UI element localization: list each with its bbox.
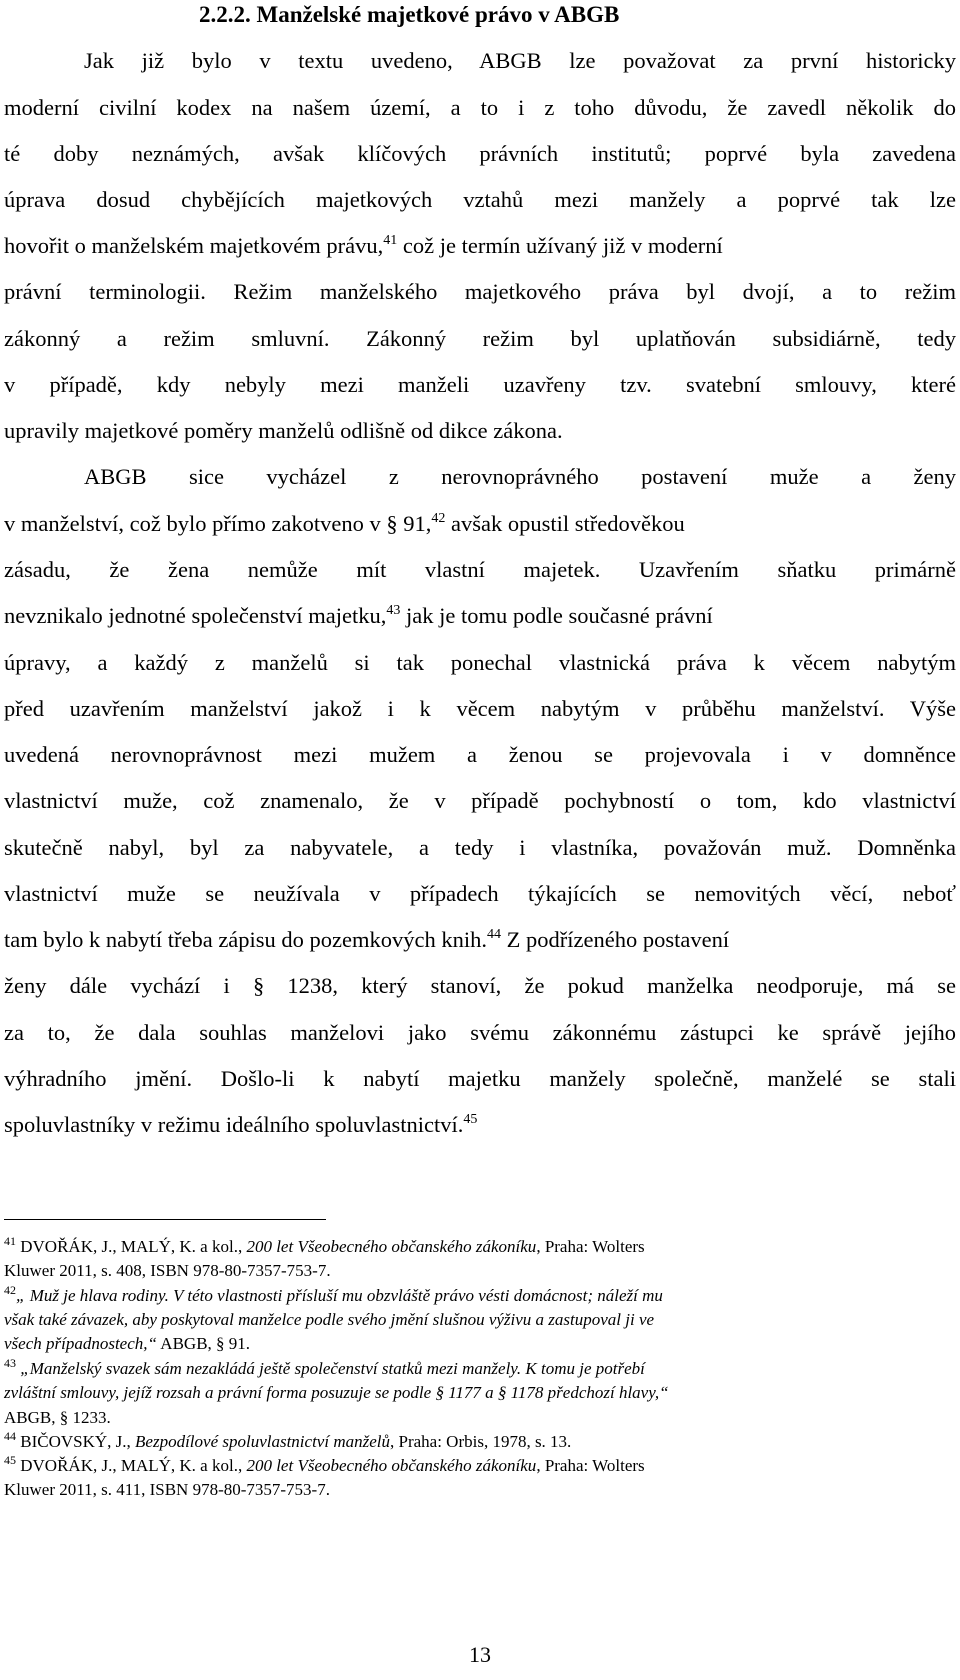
footnote-ref-43[interactable]: 43 bbox=[386, 603, 401, 618]
footnote-number: 41 bbox=[4, 1234, 16, 1248]
text: spoluvlastníky v režimu ideálního spoluvlastnictví. bbox=[4, 1112, 464, 1137]
paragraph-line: v případě, kdy nebyly mezi manželi uzavřeny tzv. svatební smlouvy, které bbox=[4, 372, 956, 397]
text: nevznikalo jednotné společenství majetku, bbox=[4, 603, 387, 628]
text: DVOŘÁK, J., MALÝ, K. a kol., bbox=[16, 1237, 247, 1256]
text: v manželství, což bylo přímo zakotveno v § 91, bbox=[4, 511, 432, 536]
footnote-41-line: Kluwer 2011, s. 408, ISBN 978-80-7357-753-7. bbox=[4, 1261, 331, 1280]
text: hovořit o manželském majetkovém právu, bbox=[4, 233, 384, 258]
paragraph-line: vlastnictví muže se neužívala v případech týkajících se nemovitých věcí, neboť bbox=[4, 881, 956, 906]
text: 200 let Všeobecného občanského zákoníku bbox=[246, 1237, 537, 1256]
footnote-42-line bbox=[4, 1334, 956, 1354]
text: zvláštní smlouvy, jejíž rozsah a právní forma posuzuje se podle § 1177 a § 1178 předchozí hlavy,“ bbox=[4, 1383, 669, 1402]
footnote-ref-44[interactable]: 44 bbox=[487, 927, 502, 942]
footnote-43-line: ABGB, § 1233. bbox=[4, 1408, 111, 1427]
footnote-number: 43 bbox=[4, 1356, 16, 1370]
text: , Praha: Wolters bbox=[536, 1456, 645, 1475]
text: avšak opustil středověkou bbox=[445, 511, 685, 536]
paragraph-line: Jak již bylo v textu uvedeno, ABGB lze považovat za první historicky bbox=[84, 48, 956, 73]
text: jak je tomu podle současné právní bbox=[400, 603, 713, 628]
footnote-45 bbox=[4, 1453, 956, 1476]
footnote-ref-45[interactable]: 45 bbox=[463, 1112, 478, 1127]
paragraph-line: výhradního jmění. Došlo-li k nabytí majetku manžely společně, manželé se stali bbox=[4, 1066, 956, 1091]
paragraph-line bbox=[4, 1112, 956, 1138]
footnote-separator bbox=[4, 1219, 326, 1220]
text: což je termín užívaný již v moderní bbox=[397, 233, 723, 258]
text: , Praha: Wolters bbox=[536, 1237, 645, 1256]
paragraph-line: úprava dosud chybějících majetkových vztahů mezi manžely a poprvé tak lze bbox=[4, 187, 956, 212]
paragraph-line bbox=[4, 927, 956, 953]
text: , Praha: Orbis, 1978, s. 13. bbox=[389, 1432, 572, 1451]
text: Z podřízeného postavení bbox=[501, 927, 730, 952]
paragraph-line bbox=[4, 603, 956, 629]
paragraph-line: úpravy, a každý z manželů si tak ponechal vlastnická práva k věcem nabytým bbox=[4, 650, 956, 675]
section-heading: 2.2.2. Manželské majetkové právo v ABGB bbox=[199, 2, 620, 27]
text: DVOŘÁK, J., MALÝ, K. a kol., bbox=[16, 1456, 247, 1475]
text: tam bylo k nabytí třeba zápisu do pozemkových knih. bbox=[4, 927, 488, 952]
text: „Manželský svazek sám nezakládá ještě společenství statků mezi manžely. K tomu je potřebí bbox=[16, 1359, 645, 1378]
paragraph-line bbox=[4, 511, 956, 537]
page-number: 13 bbox=[469, 1642, 491, 1667]
footnote-number: 45 bbox=[4, 1453, 16, 1467]
text: však také závazek, aby poskytoval manželce podle svého jmění slušnou výživu a zastupoval ji ve bbox=[4, 1310, 655, 1329]
paragraph-line: ABGB sice vycházel z nerovnoprávného postavení muže a ženy bbox=[84, 464, 956, 489]
paragraph-line bbox=[4, 233, 956, 259]
footnote-42 bbox=[4, 1283, 956, 1306]
paragraph-line: uvedená nerovnoprávnost mezi mužem a ženou se projevovala i v domněnce bbox=[4, 742, 956, 767]
paragraph-line: právní terminologii. Režim manželského majetkového práva byl dvojí, a to režim bbox=[4, 279, 956, 304]
footnote-ref-41[interactable]: 41 bbox=[383, 233, 398, 248]
text: BIČOVSKÝ, J., bbox=[16, 1432, 136, 1451]
paragraph-line: před uzavřením manželství jakož i k věcem nabytým v průběhu manželství. Výše bbox=[4, 696, 956, 721]
paragraph-line: skutečně nabyl, byl za nabyvatele, a tedy i vlastníka, považován muž. Domněnka bbox=[4, 835, 956, 860]
footnote-ref-42[interactable]: 42 bbox=[431, 511, 446, 526]
footnote-45-line: Kluwer 2011, s. 411, ISBN 978-80-7357-753-7. bbox=[4, 1480, 330, 1499]
paragraph-line: upravily majetkové poměry manželů odlišně od dikce zákona. bbox=[4, 418, 563, 443]
paragraph-line: ženy dále vychází i § 1238, který stanoví, že pokud manželka neodporuje, má se bbox=[4, 973, 956, 998]
paragraph-line: té doby neznámých, avšak klíčových právních institutů; poprvé byla zavedena bbox=[4, 141, 956, 166]
text: Bezpodílové spoluvlastnictví manželů bbox=[135, 1432, 390, 1451]
footnote-number: 44 bbox=[4, 1429, 16, 1443]
footnote-number: 42 bbox=[4, 1283, 16, 1297]
text: „ Muž je hlava rodiny. V této vlastnosti přísluší mu obzvláště právo vésti domácnost; náleží mu bbox=[16, 1286, 663, 1305]
paragraph-line: zásadu, že žena nemůže mít vlastní majetek. Uzavřením sňatku primárně bbox=[4, 557, 956, 582]
paragraph-line: moderní civilní kodex na našem území, a to i z toho důvodu, že zavedl několik do bbox=[4, 95, 956, 120]
footnote-44 bbox=[4, 1429, 956, 1452]
text: 200 let Všeobecného občanského zákoníku bbox=[246, 1456, 537, 1475]
text: ABGB, § 91. bbox=[156, 1334, 251, 1353]
paragraph-line: za to, že dala souhlas manželovi jako svému zákonnému zástupci ke správě jejího bbox=[4, 1020, 956, 1045]
text: všech případnostech,“ bbox=[4, 1334, 157, 1353]
paragraph-line: zákonný a režim smluvní. Zákonný režim byl uplatňován subsidiárně, tedy bbox=[4, 326, 956, 351]
footnote-42-line bbox=[4, 1310, 956, 1330]
footnote-43-line bbox=[4, 1383, 956, 1403]
paragraph-line: vlastnictví muže, což znamenalo, že v případě pochybností o tom, kdo vlastnictví bbox=[4, 788, 956, 813]
footnote-43 bbox=[4, 1356, 956, 1379]
footnote-41 bbox=[4, 1234, 956, 1257]
